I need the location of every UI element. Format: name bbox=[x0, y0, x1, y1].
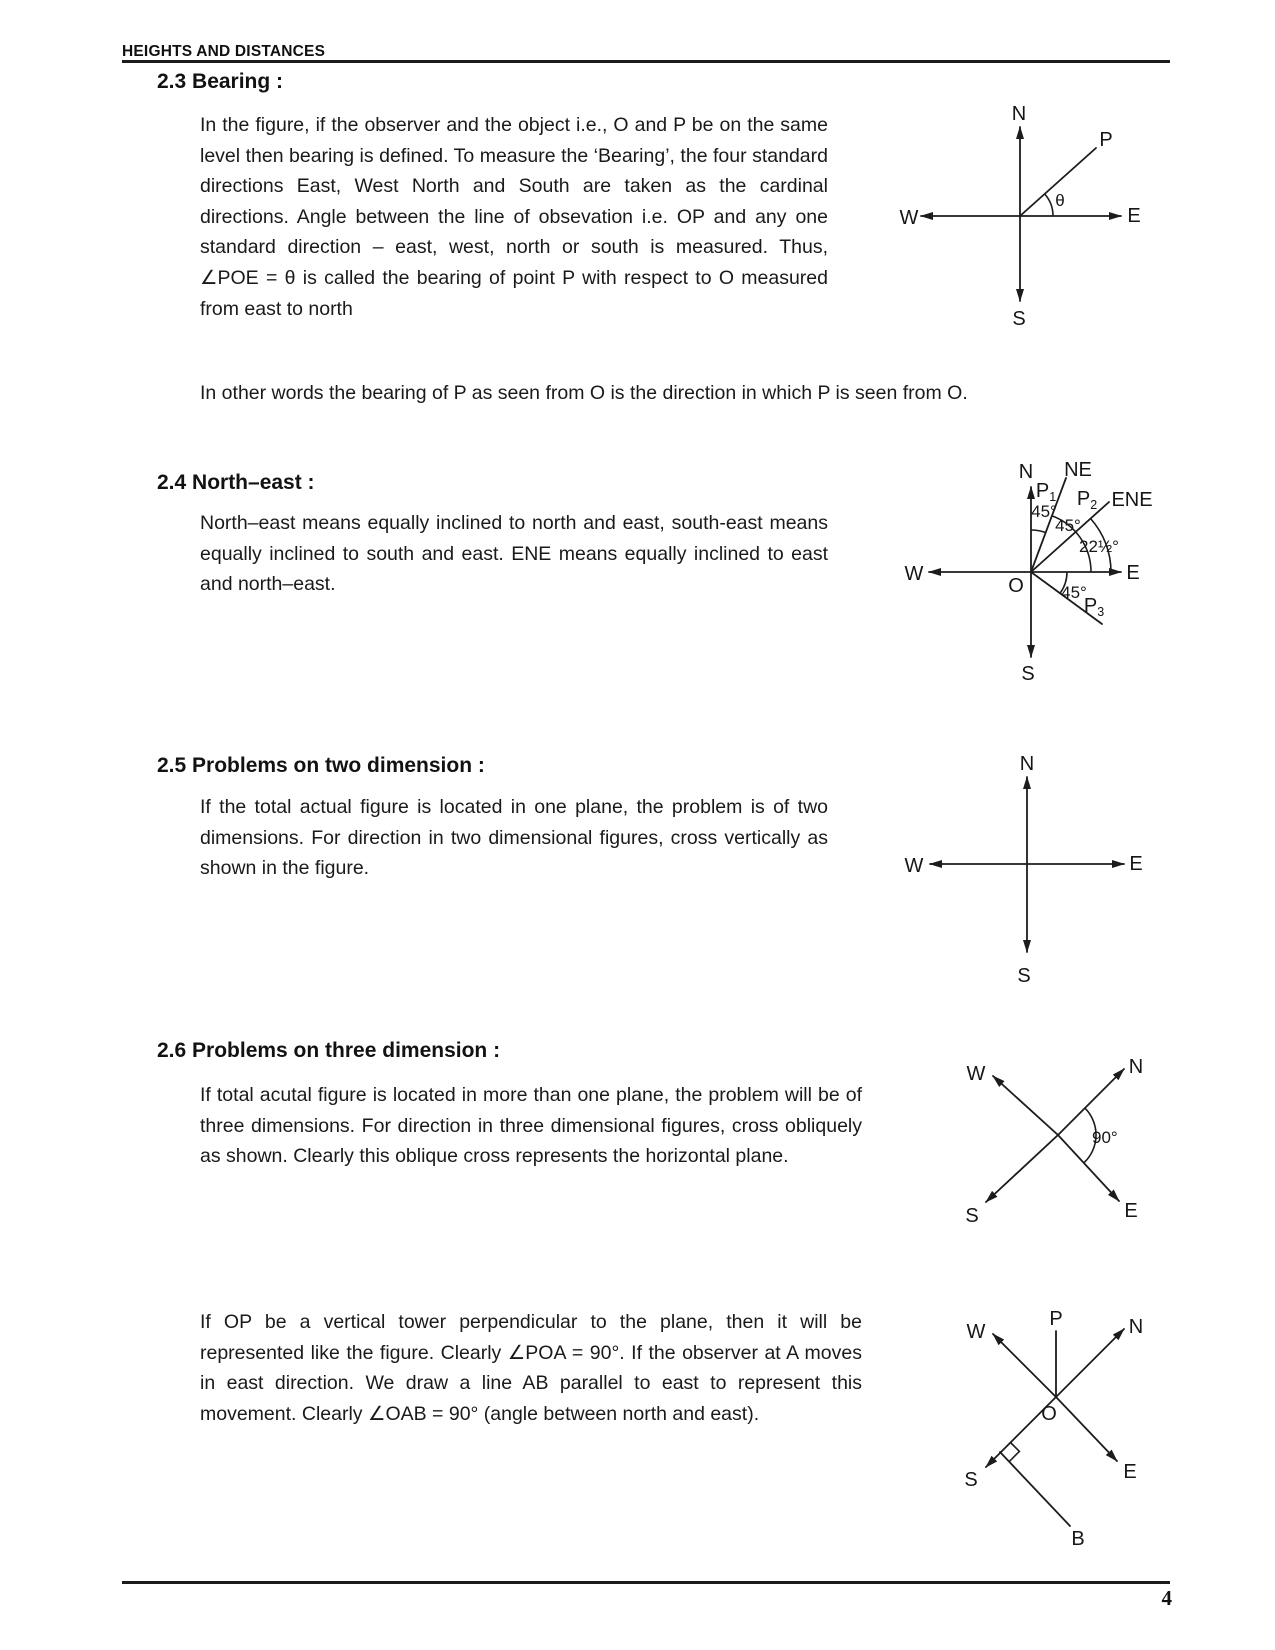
label-angle-90: 90° bbox=[1092, 1128, 1118, 1147]
label-angle-22half: 22½° bbox=[1079, 537, 1119, 556]
label-east: E bbox=[1127, 205, 1141, 227]
header-rule bbox=[122, 60, 1170, 63]
label-p3: $P_3$ bbox=[1083, 595, 1105, 619]
paragraph-2-6b: If OP be a vertical tower perpendicular to the plane, then it will be represented like the figure. Clearly ∠POA = 90°. If the observer at A moves in east direction. We draw a line AB parallel to east to represent this movement. Clearly ∠OAB = 90° (angle between north and east). bbox=[200, 1311, 862, 1425]
figure-tower-plane bbox=[900, 1300, 1190, 1560]
label-origin: O bbox=[1008, 575, 1024, 597]
label-west: W bbox=[904, 563, 924, 585]
section-heading-2-5: 2.5 Problems on two dimension : bbox=[157, 754, 485, 777]
label-angle-45-bottom: 45° bbox=[1061, 583, 1087, 602]
figure-oblique-cross bbox=[905, 1040, 1190, 1235]
label-north: N bbox=[1018, 461, 1034, 483]
west-axis bbox=[993, 1334, 1056, 1397]
label-p: P bbox=[1099, 129, 1113, 151]
label-b: B bbox=[1071, 1528, 1085, 1550]
west-axis bbox=[993, 1076, 1058, 1135]
south-axis bbox=[986, 1135, 1058, 1202]
paragraph-2-4: North–east means equally inclined to north and east, south-east means equally inclined to south and east. ENE means equally inclined to east and north–east. bbox=[200, 512, 828, 596]
label-north: N bbox=[1011, 103, 1027, 125]
right-angle-mark bbox=[1009, 1442, 1019, 1461]
figure-two-dimension-cross bbox=[860, 745, 1165, 990]
section-heading-2-6: 2.6 Problems on three dimension : bbox=[157, 1039, 501, 1062]
label-ene: ENE bbox=[1111, 489, 1153, 511]
label-origin: O bbox=[1041, 1403, 1057, 1425]
label-angle-45-top: 45° bbox=[1031, 502, 1057, 521]
label-south: S bbox=[1021, 663, 1035, 685]
label-east: E bbox=[1126, 562, 1140, 584]
label-p1: $P_1$ bbox=[1035, 480, 1057, 504]
label-east: E bbox=[1129, 853, 1143, 875]
north-axis bbox=[1058, 1069, 1124, 1135]
label-east: E bbox=[1124, 1200, 1138, 1222]
label-north: N bbox=[1128, 1316, 1144, 1338]
label-south: S bbox=[1017, 965, 1031, 987]
label-p: P bbox=[1049, 1308, 1063, 1330]
label-south: S bbox=[1012, 308, 1026, 330]
north-axis bbox=[1056, 1329, 1124, 1397]
figure-bearing-compass bbox=[845, 95, 1155, 335]
figure-northeast-compass bbox=[855, 440, 1165, 690]
label-west: W bbox=[904, 855, 924, 877]
label-west: W bbox=[966, 1321, 986, 1343]
paragraph-2-5: If the total actual figure is located in one plane, the problem is of two dimensions. For direction in two dimensional figures, cross vertically as shown in the figure. bbox=[200, 796, 828, 880]
ab-line bbox=[1000, 1452, 1070, 1526]
label-ne: NE bbox=[1064, 459, 1092, 481]
page-number: 4 bbox=[1161, 1586, 1172, 1610]
section-heading-2-3: 2.3 Bearing : bbox=[157, 70, 284, 93]
section-heading-2-4: 2.4 North–east : bbox=[157, 471, 315, 494]
footer-rule bbox=[122, 1581, 1170, 1584]
paragraph-2-6: If total acutal figure is located in more than one plane, the problem will be of three dimensions. For direction in three dimensional figures, cross obliquely as shown. Clearly this oblique cross represents the horizontal plane. bbox=[200, 1084, 862, 1168]
label-south: S bbox=[965, 1205, 979, 1227]
page-header-title: HEIGHTS AND DISTANCES bbox=[122, 43, 326, 60]
label-west: W bbox=[966, 1063, 986, 1085]
east-axis bbox=[1056, 1397, 1117, 1461]
label-east: E bbox=[1123, 1461, 1137, 1483]
label-north: N bbox=[1019, 753, 1035, 775]
label-theta: θ bbox=[1055, 191, 1065, 210]
label-north: N bbox=[1128, 1056, 1144, 1078]
paragraph-2-3-note: In other words the bearing of P as seen from O is the direction in which P is seen from O. bbox=[200, 382, 968, 404]
label-south: S bbox=[964, 1469, 978, 1491]
label-angle-45-mid: 45° bbox=[1055, 516, 1081, 535]
arc-n-ne bbox=[1031, 530, 1045, 533]
theta-arc bbox=[1045, 194, 1053, 216]
label-p2: $P_2$ bbox=[1076, 488, 1098, 512]
paragraph-2-3: In the figure, if the observer and the object i.e., O and P be on the same level then bearing is defined. To measure the ‘Bearing’, the four standard directions East, West North and South are taken as the cardinal directions. Angle between the line of obsevation i.e. OP and any one standard direction – east, west, north or south is measured. Thus, ∠POE = θ is called the bearing of point P with respect to O measured from east to north bbox=[200, 114, 828, 320]
label-west: W bbox=[899, 207, 919, 229]
